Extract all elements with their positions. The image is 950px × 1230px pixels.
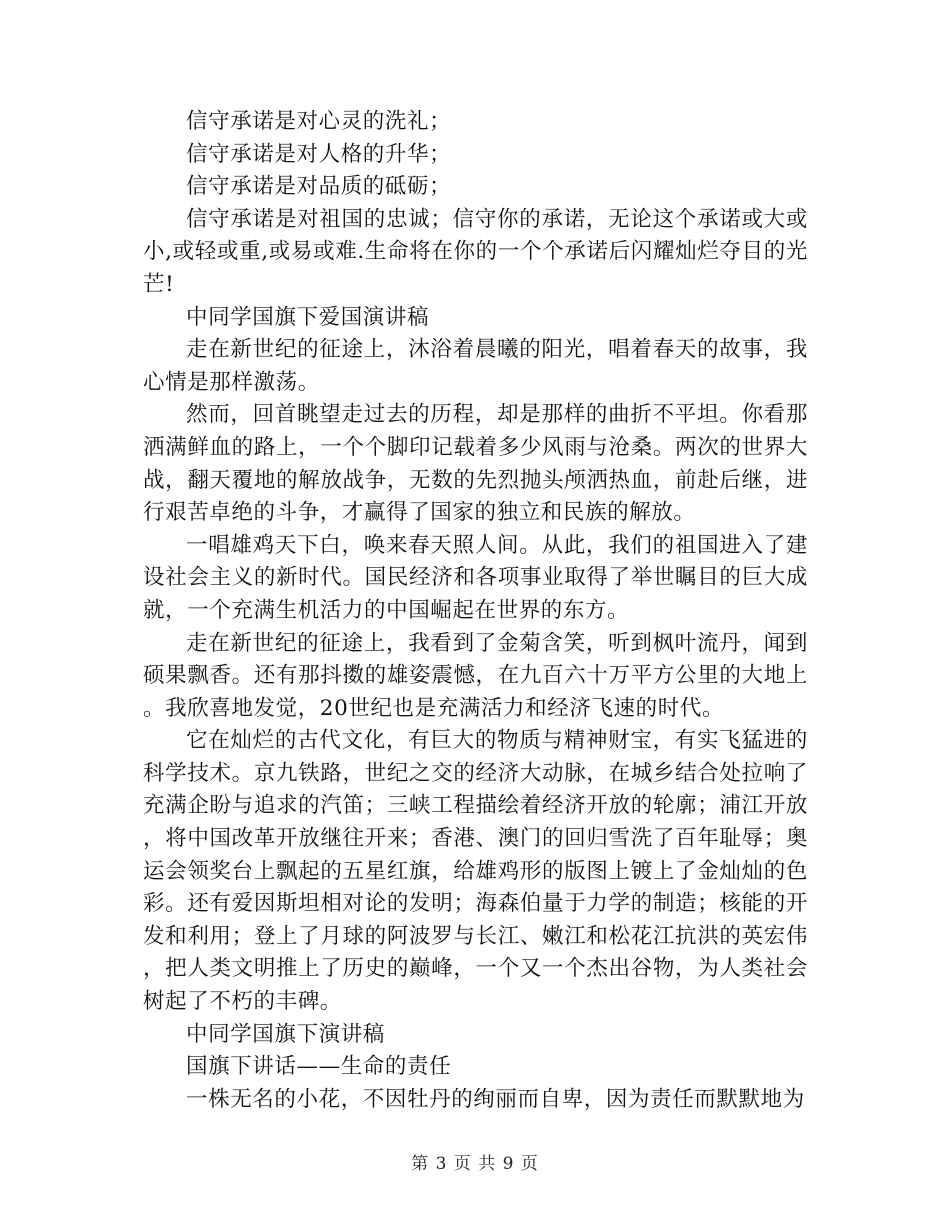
page-number-footer: 第 3 页 共 9 页 (411, 1154, 539, 1174)
paragraph: 它在灿烂的古代文化，有巨大的物质与精神财宝，有实飞猛进的科学技术。京九铁路，世纪之交的经济大动脉，在城乡结合处拉响了充满企盼与追求的汽笛；三峡工程描绘着经济开放的轮廓；浦江开放，将中国改革开放继往开来；香港、澳门的回归雪洗了百年耻辱；奥运会领奖台上飘起的五星红旗，给雄鸡形的版图上镀上了金灿灿的色彩。还有爱因斯坦相对论的发明；海森伯量于力学的制造；核能的开发和利用；登上了月球的阿波罗与长江、嫩江和松花江抗洪的英宏伟，把人类文明推上了历史的巅峰，一个又一个杰出谷物，为人类社会树起了不朽的丰碑。 (143, 728, 808, 1015)
section-subheading: 国旗下讲话——生命的责任 (186, 1054, 452, 1080)
paragraph: 走在新世纪的征途上，我看到了金菊含笑，听到枫叶流丹，闻到硕果飘香。还有那抖擞的雄姿震憾，在九百六十万平方公里的大地上。我欣喜地发觉，20世纪也是充满活力和经济飞速的时代。 (143, 630, 808, 721)
paragraph: 一唱雄鸡天下白，唤来春天照人间。从此，我们的祖国进入了建设社会主义的新时代。国民经济和各项事业取得了举世瞩目的巨大成就，一个充满生机活力的中国崛起在世界的东方。 (143, 532, 808, 623)
page-content (143, 106, 808, 1116)
paragraph: 信守承诺是对祖国的忠诚；信守你的承诺，无论这个承诺或大或小,或轻或重,或易或难.生命将在你的一个个承诺后闪耀灿烂夺目的光芒! (143, 206, 808, 297)
paragraph: 信守承诺是对品质的砥砺； (186, 174, 452, 200)
section-heading: 中同学国旗下爱国演讲稿 (186, 304, 430, 330)
paragraph: 一株无名的小花，不因牡丹的绚丽而自卑，因为责任而默默地为 (186, 1086, 805, 1112)
paragraph: 走在新世纪的征途上，沐浴着晨曦的阳光，唱着春天的故事，我心情是那样激荡。 (143, 337, 808, 395)
paragraph: 然而，回首眺望走过去的历程，却是那样的曲折不平坦。你看那洒满鲜血的路上，一个个脚印记载着多少风雨与沧桑。两次的世界大战，翻天覆地的解放战争，无数的先烈抛头颅洒热血，前赴后继，进行艰苦卓绝的斗争，才赢得了国家的独立和民族的解放。 (143, 402, 808, 526)
paragraph: 信守承诺是对人格的升华； (186, 141, 452, 167)
paragraph: 信守承诺是对心灵的洗礼； (186, 109, 452, 134)
section-heading: 中同学国旗下演讲稿 (186, 1021, 385, 1047)
